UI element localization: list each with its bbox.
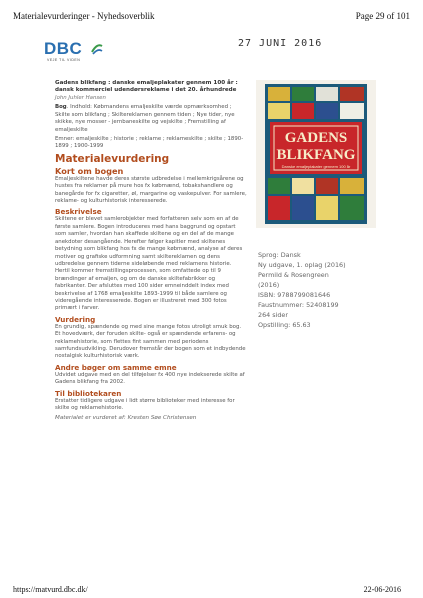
detail-isbn: ISBN: 9788799081646 [258, 291, 331, 299]
review-main-column [55, 80, 247, 423]
kort-om-bogen-text: Emaljeskiltene havde deres største udbredelse i mellemkrigsårene og hustes fra reklamer på mure hos fx købmænd, tobakshandlere og banegårde for fx cigaretter, øl, margarine og vaskepulver. For samlere, reklame- og kulturhistorisk interesserede. [55, 175, 247, 205]
record-title: Gadens blikfang : danske emaljeplakater gennem 100 år : dansk kommerciel udendørsreklame i det 20. århundrede [55, 80, 238, 93]
kort-om-bogen-heading: Kort om bogen [55, 165, 124, 176]
beskrivelse-text: Skiltene er blevet samlerobjekter med forfatteren selv som en af de første samlere. Bogen introduceres med hans baggrund og opstart som samler, hvordan han skaffede skiltene og en del af de mange anekdoter desangående. Herefter følger kapitler med skiltenes betydning som blikfang hos fx de mange købmænd, analyse af deres motiver og grafiske udformning samt skiltereklamen og dens udbredelse gennem tiderne sideløbende med reklamens historie. Hertil kommer fremstillingsprocessen, som omfattede op til 9 brændinger af emaljen, og om de danske skiltefabrikker og fabrikanter. Der afsluttes med 100 sider emneinddelt index med beskrivelse af 1768 emaljeskilte 1893-1999 til både samlere og videregående interesserede. Bogen er illustreret med 300 fotos primært i farver. [55, 216, 243, 312]
record-bog-label: Bog [55, 104, 67, 111]
detail-udgave: Ny udgave, 1. oplag (2016) [258, 261, 346, 269]
til-bibliotekaren-heading: Til bibliotekaren [55, 388, 122, 398]
record-author: John Juhler Hansen [55, 95, 106, 101]
detail-faustnummer: Faustnummer: 52408199 [258, 301, 339, 309]
dbc-logo-text: DBC [44, 39, 83, 58]
andre-boger-text: Udvidet udgave med en del tilføjelser fx 400 nye indekserede skilte af Gadens blikfang fra 2002. [55, 371, 245, 386]
detail-sider: 264 sider [258, 311, 288, 319]
page-header-counter: Page 29 of 101 [355, 11, 410, 21]
page-footer-url[interactable]: https://matvurd.dbc.dk/ [13, 585, 88, 594]
vurdering-heading: Vurdering [55, 314, 96, 324]
detail-forlag: Permild & Rosengreen [258, 271, 329, 279]
record-bog-text: . Indhold: Købmandens emaljeskilte værde opmærksomhed ; Skilte som blikfang ; Skiltereklamen gennem tiden ; Nye tider, nye skikke, nye mosser - jernbaneskilte og vejskilte ; Fremstilling af emaljeskilte [55, 104, 235, 133]
cover-title-line1: GADENS [284, 130, 348, 146]
beskrivelse-heading: Beskrivelse [55, 207, 102, 217]
materialevurdering-heading: Materialevurdering [55, 152, 170, 165]
page-header-title: Materialevurderinger - Nyhedsoverblik [13, 11, 155, 21]
til-bibliotekaren-text: Erstatter tidligere udgave i lidt større biblioteker med interesse for skilte og reklamehistorie. [55, 397, 235, 411]
bibliographic-details [258, 250, 388, 330]
detail-sprog: Sprog: Dansk [258, 251, 301, 259]
reviewer-signature: Materialet er vurderet af: Kresten Søe Christensen [55, 415, 197, 422]
cover-title-line2: BLIKFANG [276, 147, 356, 163]
book-cover-image [256, 80, 376, 228]
detail-opstilling: Opstilling: 65.63 [258, 321, 311, 329]
received-date-stamp: 27 JUNI 2016 [238, 38, 323, 49]
record-bog-line [55, 104, 247, 134]
dbc-logo-tagline: VEJE TIL VIDEN [47, 58, 81, 62]
andre-boger-heading: Andre bøger om samme emne [55, 362, 177, 372]
dbc-logo-mark-icon [90, 41, 104, 61]
vurdering-text: En grundig, spændende og med sine mange fotos utroligt smuk bog. Et hovedværk, der foruden skilte- også er spændende erfarens- og reklamehistorie, som flettes fint sammen med periodens samfundsudvikling. Derudover fremstår der bogen som et indbydende nostalgisk kulturhistorisk værk. [55, 323, 246, 360]
cover-subtitle: Danske emaljeplakater gennem 100 år [281, 164, 351, 169]
page-footer-date: 22-06-2016 [363, 585, 401, 594]
detail-year: (2016) [258, 281, 280, 289]
record-emner: Emner: emaljeskilte ; historie ; reklame ; reklameskilte ; skilte ; 1890-1899 ; 1900-1999 [55, 136, 244, 150]
